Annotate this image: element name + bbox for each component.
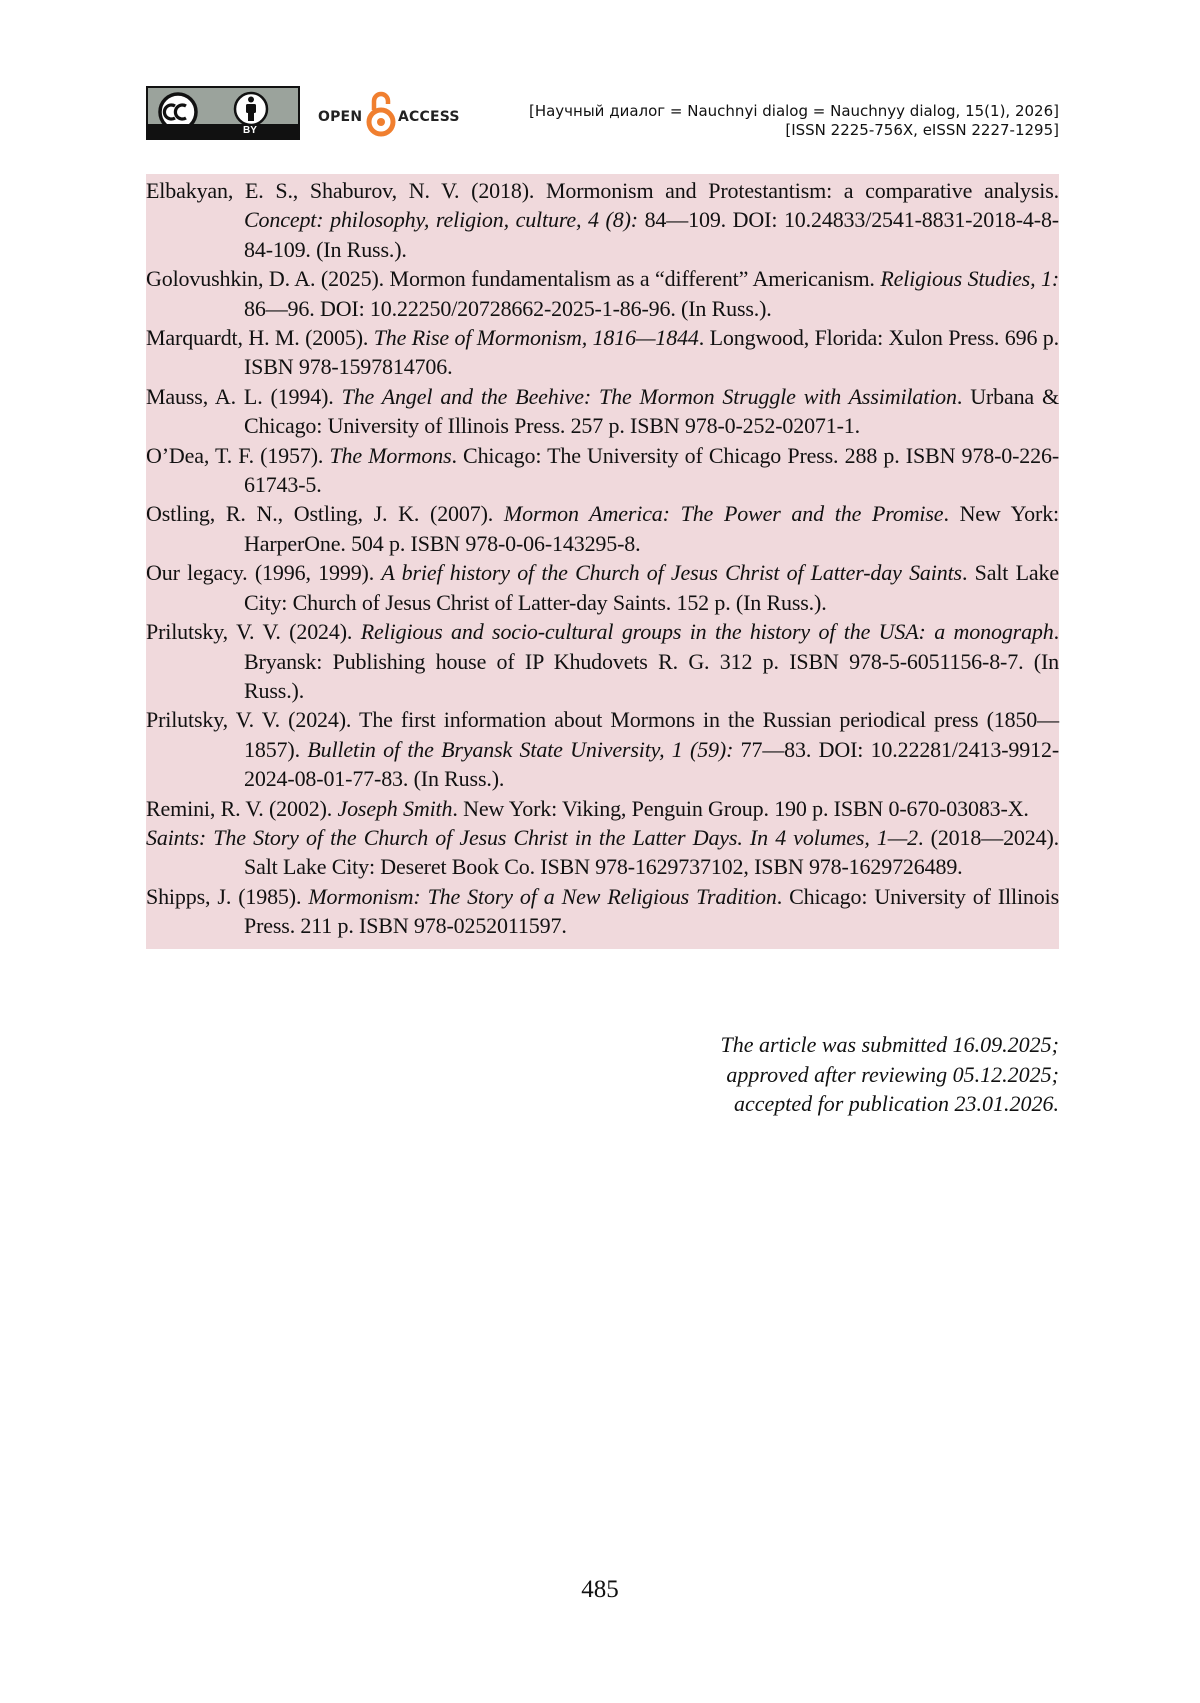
reference-item: Remini, R. V. (2002). Joseph Smith. New York: Viking, Penguin Group. 190 p. ISBN 0-670-03083-X. (146, 795, 1029, 821)
reference-item: Shipps, J. (1985). Mormonism: The Story of a New Religious Tradition. Chicago: University of Illinois Press. 211 p. ISBN 978-0252011597. (146, 883, 1059, 939)
cc-by-license-badge[interactable] (146, 86, 300, 140)
journal-citation (529, 102, 1059, 140)
journal-issn-line: [ISSN 2225-756X, eISSN 2227-1295] (785, 121, 1059, 139)
reference-item: O’Dea, T. F. (1957). The Mormons. Chicago: The University of Chicago Press. 288 p. ISBN 978-0-226-61743-5. (146, 442, 1059, 498)
reference-item: Golovushkin, D. A. (2025). Mormon fundamentalism as a “different” Americanism. Religious Studies, 1: 86—96. DOI: 10.22250/20728662-2025-1-86-96. (In Russ.). (146, 266, 1059, 321)
accepted-date: accepted for publication 23.01.2026. (733, 1091, 1059, 1116)
access-label: ACCESS (398, 109, 460, 125)
reference-item: Ostling, R. N., Ostling, J. K. (2007). Mormon America: The Power and the Promise. New York: HarperOne. 504 p. ISBN 978-0-06-143295-8. (146, 501, 1059, 556)
reference-item: Prilutsky, V. V. (2024). The first information about Mormons in the Russian periodical press (1850—1857). Bulletin of the Bryansk State University, 1 (59): 77—83. DOI: 10.22281/2413-9912-2024-08-01-77-83. (In Russ.). (146, 707, 1059, 792)
open-label: OPEN (318, 109, 363, 125)
open-access-logo[interactable] (318, 90, 468, 138)
reference-item: Mauss, A. L. (1994). The Angel and the Beehive: The Mormon Struggle with Assimilation. Urbana & Chicago: University of Illinois Press. 257 p. ISBN 978-0-252-02071-1. (146, 383, 1059, 439)
reference-item: Our legacy. (1996, 1999). A brief history of the Church of Jesus Christ of Latter-day Saints. Salt Lake City: Church of Jesus Christ of Latter-day Saints. 152 p. (In Russ.). (146, 560, 1059, 615)
page-header (146, 86, 1059, 142)
by-label: BY (243, 125, 257, 136)
badge-strip (148, 124, 298, 138)
submitted-date: The article was submitted 16.09.2025; (720, 1032, 1059, 1057)
person-icon (231, 90, 271, 128)
reference-list (146, 174, 1059, 949)
approved-date: approved after reviewing 05.12.2025; (726, 1061, 1059, 1087)
open-lock-icon (366, 90, 396, 138)
page-number: 485 (581, 1576, 619, 1603)
journal-title-line: [Научный диалог = Nauchnyi dialog = Nauchnyy dialog, 15(1), 2026] (528, 102, 1059, 120)
reference-item: Prilutsky, V. V. (2024). Religious and socio-cultural groups in the history of the USA: a monograph. Bryansk: Publishing house of IP Khudovets R. G. 312 p. ISBN 978-5-6051156-8-7. (In Russ.). (146, 619, 1059, 703)
reference-item: Marquardt, H. M. (2005). The Rise of Mormonism, 1816—1844. Longwood, Florida: Xulon Press. 696 p. ISBN 978-1597814706. (146, 325, 1059, 380)
submission-dates (720, 1030, 1059, 1119)
reference-item: Saints: The Story of the Church of Jesus Christ in the Latter Days. In 4 volumes, 1—2. (2018—2024). Salt Lake City: Deseret Book Co. ISBN 978-1629737102, ISBN 978-1629726489. (146, 824, 1059, 880)
reference-item: Elbakyan, E. S., Shaburov, N. V. (2018). Mormonism and Protestantism: a comparative analysis. Concept: philosophy, religion, culture, 4 (8): 84—109. DOI: 10.24833/2541-8831-2018-4-8-84-109. (In Russ.). (146, 178, 1059, 262)
